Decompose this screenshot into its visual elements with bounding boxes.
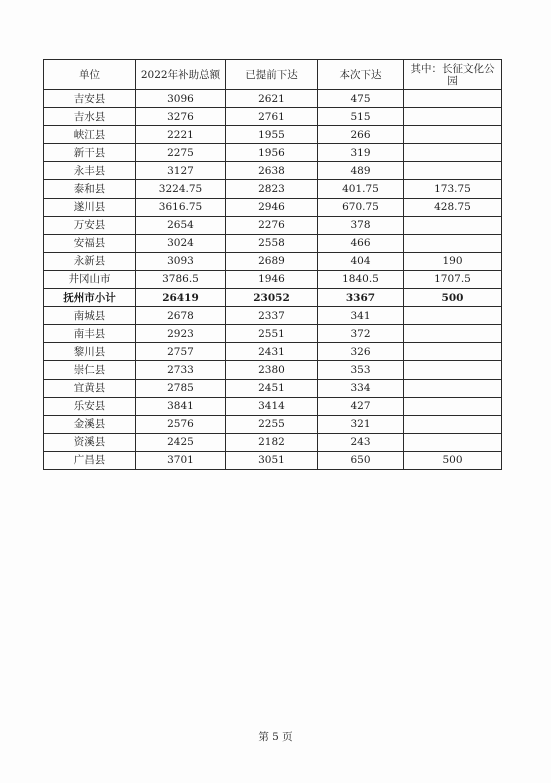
- unit-cell: 南城县: [44, 307, 136, 325]
- current-issue-cell: 1840.5: [318, 270, 404, 288]
- total-subsidy-cell: 3276: [136, 108, 226, 126]
- table-row: [44, 252, 502, 270]
- current-issue-cell: 334: [318, 379, 404, 397]
- table-row: [44, 162, 502, 180]
- table-row: [44, 289, 502, 307]
- subsidy-table: [43, 59, 502, 470]
- header-unit: 单位: [44, 60, 136, 90]
- long-march-park-cell: 428.75: [404, 198, 502, 216]
- advance-cell: 2255: [226, 415, 318, 433]
- unit-cell: 南丰县: [44, 325, 136, 343]
- unit-cell: 安福县: [44, 234, 136, 252]
- table-row: [44, 108, 502, 126]
- total-subsidy-cell: 2576: [136, 415, 226, 433]
- unit-cell: 黎川县: [44, 343, 136, 361]
- total-subsidy-cell: 3127: [136, 162, 226, 180]
- unit-cell: 抚州市小计: [44, 289, 136, 307]
- advance-cell: 2380: [226, 361, 318, 379]
- unit-cell: 井冈山市: [44, 270, 136, 288]
- long-march-park-cell: [404, 108, 502, 126]
- header-row: [44, 60, 502, 90]
- total-subsidy-cell: 2221: [136, 126, 226, 144]
- advance-cell: 1946: [226, 270, 318, 288]
- long-march-park-cell: 190: [404, 252, 502, 270]
- table-row: [44, 361, 502, 379]
- total-subsidy-cell: 2678: [136, 307, 226, 325]
- total-subsidy-cell: 2785: [136, 379, 226, 397]
- table-row: [44, 325, 502, 343]
- advance-cell: 2337: [226, 307, 318, 325]
- table-row: [44, 451, 502, 469]
- current-issue-cell: 353: [318, 361, 404, 379]
- current-issue-cell: 243: [318, 433, 404, 451]
- table-row: [44, 234, 502, 252]
- advance-cell: 2551: [226, 325, 318, 343]
- table-row: [44, 343, 502, 361]
- header-current-issue: 本次下达: [318, 60, 404, 90]
- header-long-march-park: 其中：长征文化公园: [404, 60, 502, 90]
- long-march-park-cell: [404, 415, 502, 433]
- current-issue-cell: 475: [318, 90, 404, 108]
- current-issue-cell: 670.75: [318, 198, 404, 216]
- advance-cell: 2823: [226, 180, 318, 198]
- advance-cell: 1956: [226, 144, 318, 162]
- current-issue-cell: 427: [318, 397, 404, 415]
- header-issued-in-advance: 已提前下达: [226, 60, 318, 90]
- long-march-park-cell: [404, 307, 502, 325]
- total-subsidy-cell: 2733: [136, 361, 226, 379]
- unit-cell: 广昌县: [44, 451, 136, 469]
- long-march-park-cell: 500: [404, 289, 502, 307]
- advance-cell: 2182: [226, 433, 318, 451]
- unit-cell: 崇仁县: [44, 361, 136, 379]
- current-issue-cell: 401.75: [318, 180, 404, 198]
- table-row: [44, 379, 502, 397]
- table-row: [44, 307, 502, 325]
- unit-cell: 永新县: [44, 252, 136, 270]
- total-subsidy-cell: 2275: [136, 144, 226, 162]
- current-issue-cell: 266: [318, 126, 404, 144]
- unit-cell: 吉安县: [44, 90, 136, 108]
- current-issue-cell: 515: [318, 108, 404, 126]
- current-issue-cell: 3367: [318, 289, 404, 307]
- total-subsidy-cell: 3616.75: [136, 198, 226, 216]
- current-issue-cell: 466: [318, 234, 404, 252]
- unit-cell: 金溪县: [44, 415, 136, 433]
- table-header: [44, 60, 502, 90]
- table-row: [44, 216, 502, 234]
- unit-cell: 乐安县: [44, 397, 136, 415]
- long-march-park-cell: [404, 361, 502, 379]
- page-number: 第 5 页: [258, 731, 293, 743]
- long-march-park-cell: [404, 433, 502, 451]
- long-march-park-cell: [404, 126, 502, 144]
- table-row: [44, 144, 502, 162]
- total-subsidy-cell: 3093: [136, 252, 226, 270]
- total-subsidy-cell: 3224.75: [136, 180, 226, 198]
- unit-cell: 遂川县: [44, 198, 136, 216]
- unit-cell: 泰和县: [44, 180, 136, 198]
- current-issue-cell: 378: [318, 216, 404, 234]
- long-march-park-cell: [404, 325, 502, 343]
- unit-cell: 吉水县: [44, 108, 136, 126]
- total-subsidy-cell: 3786.5: [136, 270, 226, 288]
- total-subsidy-cell: 2923: [136, 325, 226, 343]
- table-row: [44, 198, 502, 216]
- total-subsidy-cell: 3024: [136, 234, 226, 252]
- table-row: [44, 415, 502, 433]
- advance-cell: 1955: [226, 126, 318, 144]
- unit-cell: 万安县: [44, 216, 136, 234]
- current-issue-cell: 404: [318, 252, 404, 270]
- total-subsidy-cell: 2654: [136, 216, 226, 234]
- advance-cell: 2558: [226, 234, 318, 252]
- long-march-park-cell: 500: [404, 451, 502, 469]
- table-row: [44, 397, 502, 415]
- total-subsidy-cell: 26419: [136, 289, 226, 307]
- advance-cell: 2761: [226, 108, 318, 126]
- current-issue-cell: 372: [318, 325, 404, 343]
- long-march-park-cell: [404, 234, 502, 252]
- current-issue-cell: 326: [318, 343, 404, 361]
- table-row: [44, 433, 502, 451]
- table-row: [44, 180, 502, 198]
- long-march-park-cell: [404, 216, 502, 234]
- long-march-park-cell: [404, 162, 502, 180]
- long-march-park-cell: [404, 90, 502, 108]
- long-march-park-cell: [404, 144, 502, 162]
- long-march-park-cell: 1707.5: [404, 270, 502, 288]
- advance-cell: 2621: [226, 90, 318, 108]
- current-issue-cell: 341: [318, 307, 404, 325]
- advance-cell: 3414: [226, 397, 318, 415]
- table-row: [44, 270, 502, 288]
- advance-cell: 23052: [226, 289, 318, 307]
- advance-cell: 2638: [226, 162, 318, 180]
- total-subsidy-cell: 2425: [136, 433, 226, 451]
- unit-cell: 峡江县: [44, 126, 136, 144]
- table-row: [44, 126, 502, 144]
- current-issue-cell: 650: [318, 451, 404, 469]
- table-body: [44, 90, 502, 470]
- table-row: [44, 90, 502, 108]
- long-march-park-cell: [404, 397, 502, 415]
- advance-cell: 2689: [226, 252, 318, 270]
- long-march-park-cell: 173.75: [404, 180, 502, 198]
- total-subsidy-cell: 3096: [136, 90, 226, 108]
- total-subsidy-cell: 2757: [136, 343, 226, 361]
- current-issue-cell: 321: [318, 415, 404, 433]
- long-march-park-cell: [404, 343, 502, 361]
- unit-cell: 资溪县: [44, 433, 136, 451]
- unit-cell: 永丰县: [44, 162, 136, 180]
- header-total-subsidy-2022: 2022年补助总额: [136, 60, 226, 90]
- current-issue-cell: 489: [318, 162, 404, 180]
- current-issue-cell: 319: [318, 144, 404, 162]
- advance-cell: 2946: [226, 198, 318, 216]
- advance-cell: 3051: [226, 451, 318, 469]
- unit-cell: 宜黄县: [44, 379, 136, 397]
- advance-cell: 2276: [226, 216, 318, 234]
- total-subsidy-cell: 3701: [136, 451, 226, 469]
- long-march-park-cell: [404, 379, 502, 397]
- advance-cell: 2451: [226, 379, 318, 397]
- unit-cell: 新干县: [44, 144, 136, 162]
- advance-cell: 2431: [226, 343, 318, 361]
- total-subsidy-cell: 3841: [136, 397, 226, 415]
